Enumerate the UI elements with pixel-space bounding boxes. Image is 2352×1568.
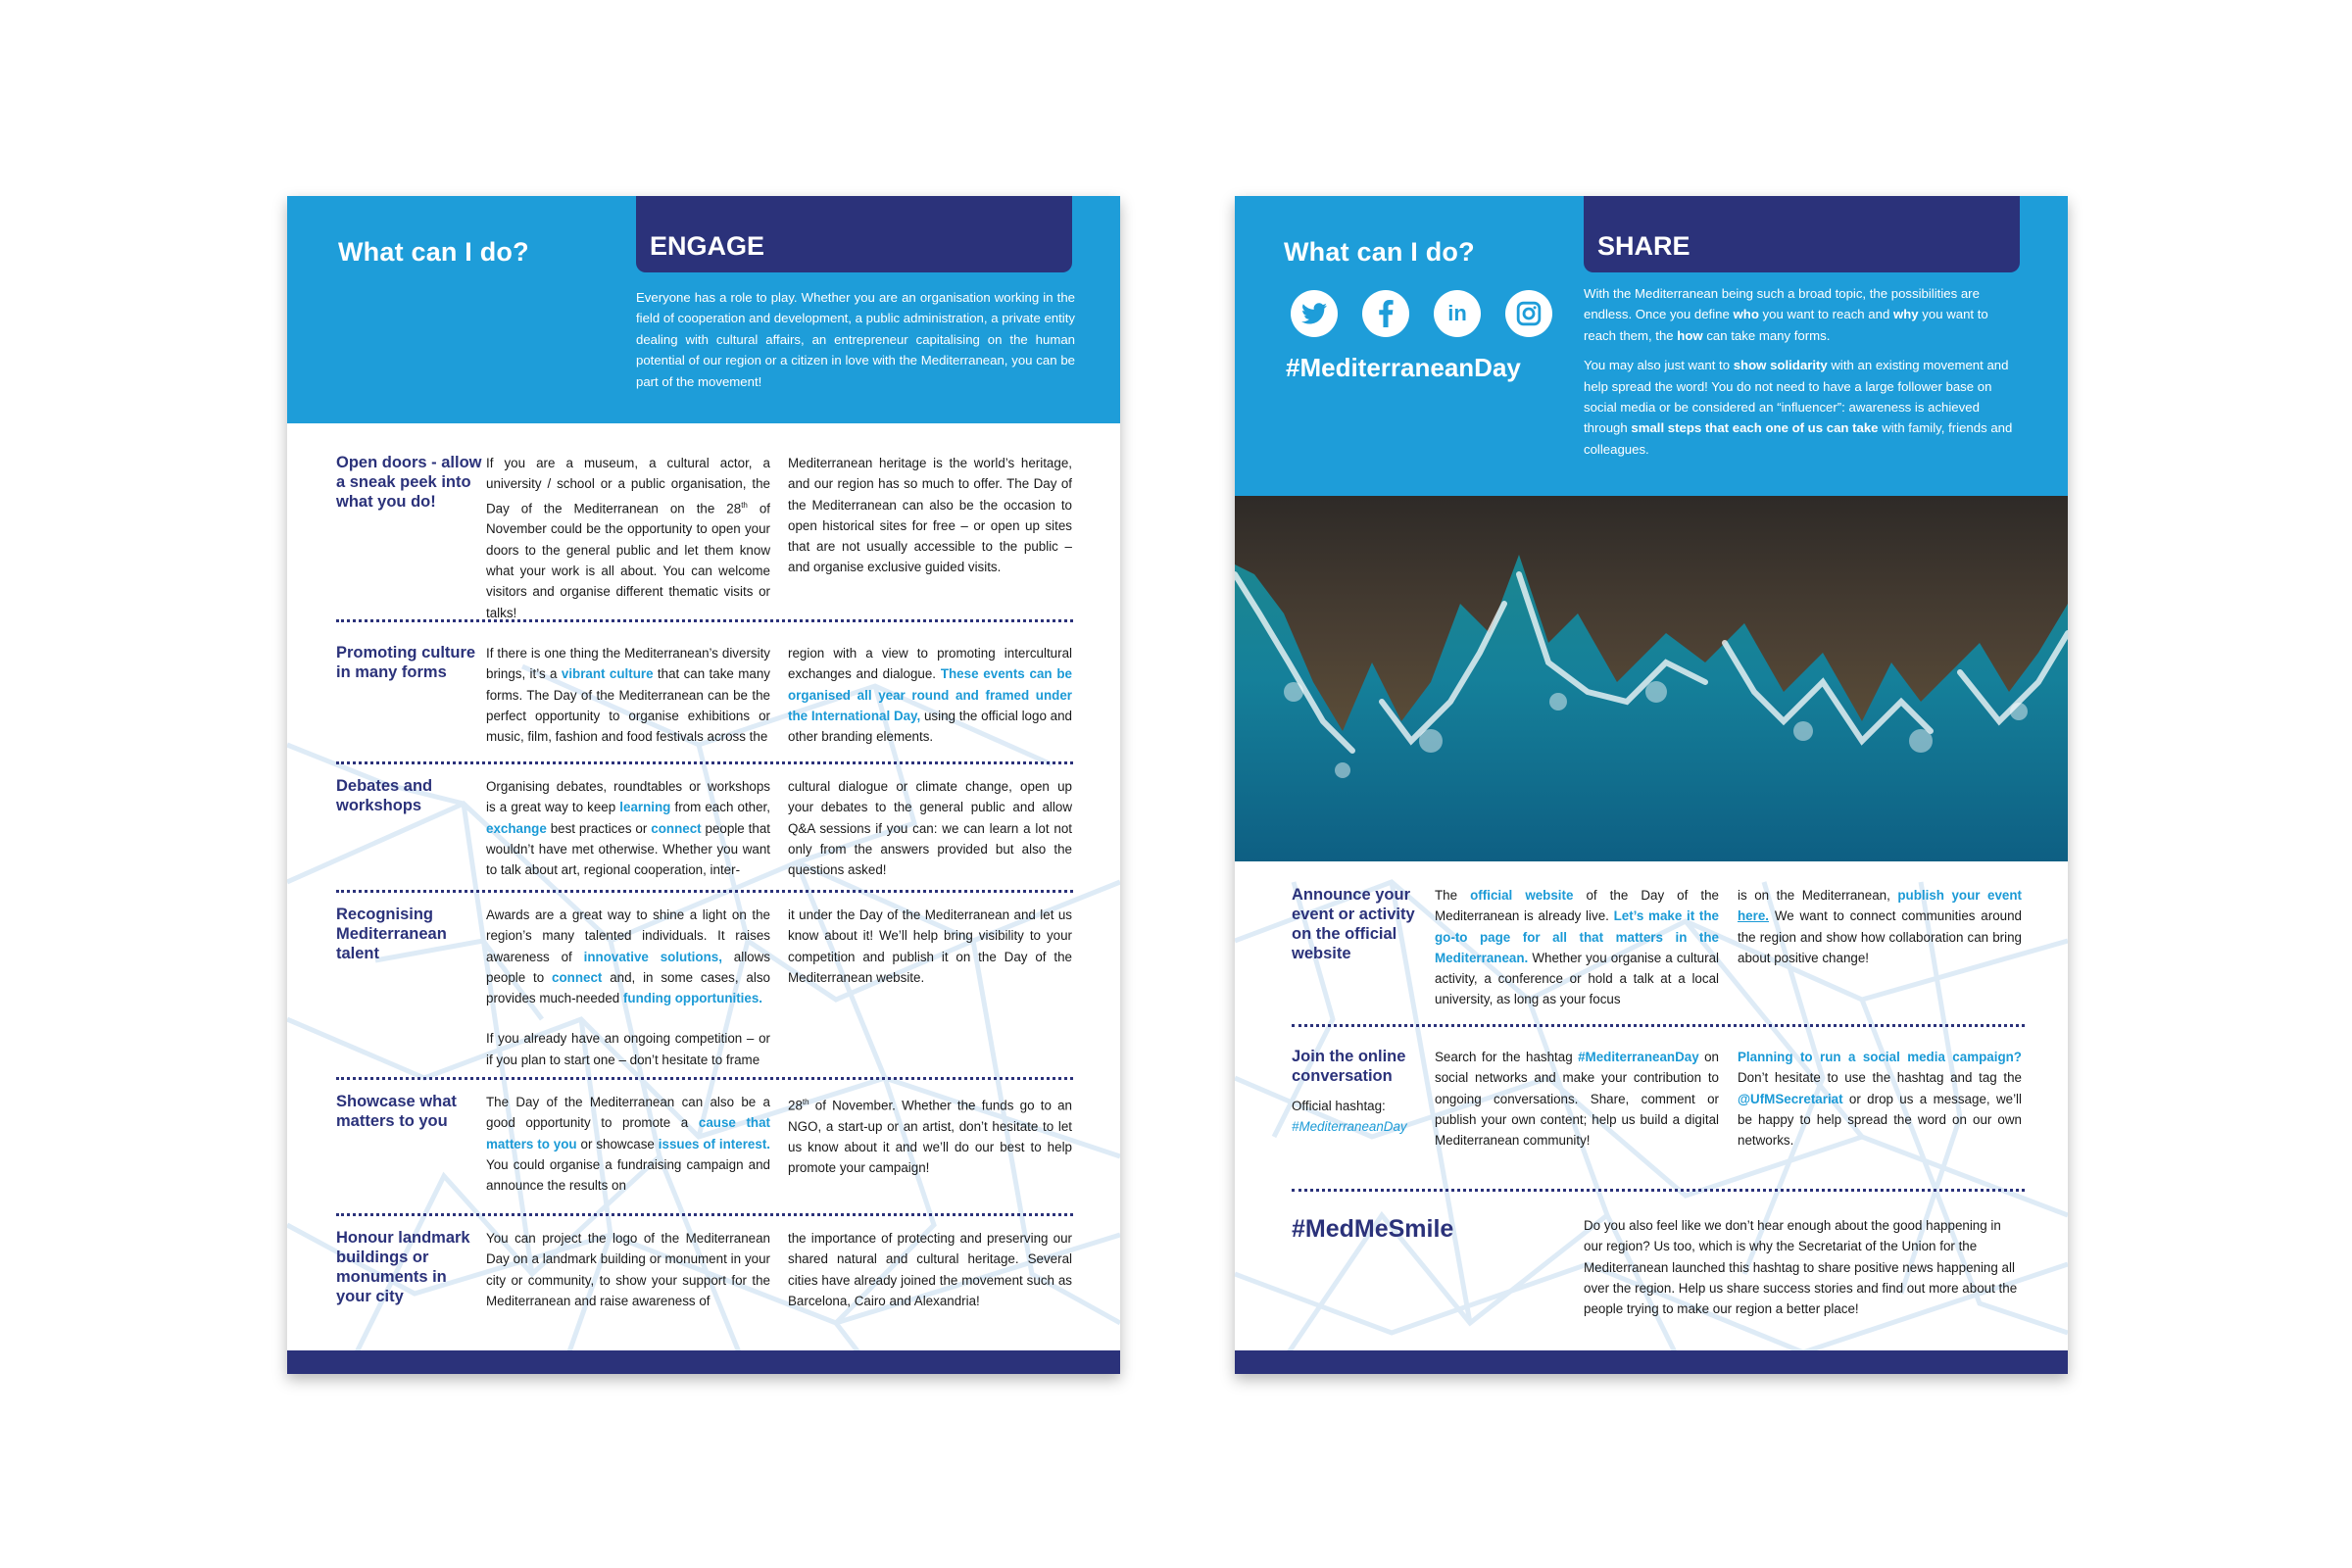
- text-run: With the Mediterranean being such a broad topic, the possibilities are endless. Once you define: [1584, 286, 1980, 322]
- medmesmile-text: Do you also feel like we don’t hear enough about the good happening in our region? Us too, which is why the Secretariat of the Union for the Mediterranean launched this hashtag to share positive news happening all over the region. Help us share success stories and find out more about the people trying to make our region a better place!: [1584, 1218, 2018, 1317]
- text-run: Awards are a great way to shine a light on the region’s many talented individuals. It raises awareness of: [486, 907, 770, 964]
- highlighted-link-text[interactable]: exchange: [486, 820, 547, 836]
- dotted-divider: [1292, 1024, 2025, 1027]
- medmesmile-heading: #MedMeSmile: [1292, 1215, 1454, 1243]
- highlighted-link-text[interactable]: learning: [619, 800, 671, 815]
- text-run: you want to reach them, the: [1584, 307, 1988, 343]
- paragraph: [486, 643, 770, 747]
- text-run: or drop us a message, we’ll be happy to help spread the word on our own networks.: [1738, 1091, 2022, 1149]
- section-col-1: [1435, 885, 1719, 1030]
- section-col-1: [486, 643, 770, 766]
- highlighted-link-text[interactable]: connect: [552, 969, 603, 985]
- highlighted-link-text[interactable]: issues of interest.: [658, 1136, 770, 1152]
- highlighted-link-text[interactable]: vibrant culture: [561, 666, 654, 682]
- text-run: people that wouldn’t have met otherwise. Whether you want to talk about art, regional cooperation, inter-: [486, 820, 770, 878]
- section-col-1: [486, 776, 770, 900]
- text-run: Organising debates, roundtables or workshops is a great way to keep: [486, 779, 770, 815]
- paragraph: [788, 776, 1072, 880]
- section-tab-box: [1584, 196, 2020, 272]
- superscript-text: th: [741, 500, 748, 510]
- section-col-2: [1738, 1047, 2022, 1170]
- instagram-icon[interactable]: [1505, 290, 1552, 337]
- text-run: allows people to: [486, 949, 770, 985]
- page-title: What can I do?: [338, 237, 529, 267]
- paragraph: [1435, 885, 1719, 1010]
- highlighted-link-text[interactable]: These events can be organised all year round and framed under the International Day,: [788, 666, 1072, 723]
- highlighted-link-text[interactable]: official website: [1470, 888, 1574, 903]
- section-col-2: [788, 453, 1072, 598]
- section-col-2: [788, 1092, 1072, 1199]
- text-run: of November. Whether the funds go to an NGO, a start-up or an artist, don’t hesitate to let us know about it and we’ll do our best to help promote your campaign!: [788, 1098, 1072, 1176]
- paragraph: [788, 1228, 1072, 1311]
- paragraph: [486, 905, 770, 1008]
- section-tab-label: ENGAGE: [650, 231, 765, 261]
- highlighted-link-text[interactable]: innovative solutions,: [583, 949, 722, 964]
- text-run: of the Day of the Mediterranean is already live.: [1435, 888, 1720, 924]
- paragraph: [486, 1028, 770, 1070]
- text-run: with an existing movement and help spread the word! You do not need to have a large follower base on social media or be considered an “influencer”: awareness is achieved through: [1584, 358, 2009, 436]
- paragraph: [788, 643, 1072, 747]
- bold-text: how: [1677, 327, 1703, 343]
- dotted-divider: [336, 1213, 1073, 1216]
- section-col-2: [788, 776, 1072, 900]
- twitter-icon[interactable]: [1291, 290, 1338, 337]
- linkedin-icon[interactable]: in: [1434, 290, 1481, 337]
- text-run: is on the Mediterranean,: [1738, 888, 1898, 903]
- engage-page: [287, 196, 1120, 1374]
- text-run: or showcase: [576, 1136, 659, 1152]
- text-run: best practices or: [546, 820, 652, 836]
- text-run: Mediterranean heritage is the world’s heritage, and our region has so much to offer. The Day of the Mediterranean can also be the occasion to open historical sites for free – or open up sites that are not usually accessible to the public – and organise exclusive guided visits.: [788, 456, 1072, 575]
- section-tab-box: [636, 196, 1072, 272]
- highlighted-link-text[interactable]: connect: [651, 820, 702, 836]
- dotted-divider: [336, 1077, 1073, 1080]
- section-heading: Showcase what matters to you: [336, 1093, 457, 1130]
- bold-text: show solidarity: [1733, 358, 1828, 373]
- text-run: using the official logo and other branding elements.: [788, 708, 1072, 745]
- text-run: and, in some cases, also provides much-needed: [486, 969, 770, 1006]
- footer-bar: [1235, 1350, 2068, 1374]
- section-col-1: [486, 1092, 770, 1215]
- section-col-1: [486, 905, 770, 1090]
- section-heading-text: Join the online conversation: [1292, 1048, 1406, 1085]
- text-run: with family, friends and colleagues.: [1584, 420, 2013, 457]
- text-run: Don’t hesitate to use the hashtag and tag the: [1738, 1070, 2022, 1086]
- text-run: You can project the logo of the Mediterranean Day on a landmark building or monument in your city or community, to show your support for the Mediterranean and raise awareness of: [486, 1231, 770, 1308]
- highlighted-link-text[interactable]: cause that matters to you: [486, 1115, 771, 1152]
- text-run: You could organise a fundraising campaign and announce the results on: [486, 1156, 770, 1194]
- highlighted-link-text[interactable]: Planning to run a social media campaign?: [1738, 1050, 2022, 1064]
- section-col-1: [1435, 1047, 1719, 1170]
- text-run: that can take many forms. The Day of the Mediterranean can be the perfect opportunity to organise exhibitions or music, film, fashion and food festivals across the: [486, 666, 770, 745]
- text-run: You may also just want to: [1584, 358, 1734, 373]
- section-heading: Announce your event or activity on the official website: [1292, 886, 1415, 962]
- text-run: cultural dialogue or climate change, open up your debates to the general public and allow Q&A sessions if you can: we can learn a lot not only from the answers provided but also the questions asked!: [788, 779, 1072, 878]
- text-run: We want to connect communities around the region and show how collaboration can bring about positive change!: [1738, 908, 2022, 965]
- dotted-divider: [336, 619, 1073, 622]
- hashtag-title: #MediterraneanDay: [1286, 353, 1521, 382]
- page-header: [287, 196, 1120, 423]
- section-col-2: [788, 905, 1072, 1007]
- section-heading: Open doors - allow a sneak peek into what you do!: [336, 454, 482, 511]
- highlighted-link-text[interactable]: here.: [1738, 908, 1770, 924]
- text-run: on social networks and make your contribution to ongoing conversations. Share, comment or publish your own content; help us build a digital Mediterranean community!: [1435, 1050, 1719, 1149]
- text-run: Search for the hashtag: [1435, 1050, 1579, 1064]
- dotted-divider: [1292, 1189, 2025, 1192]
- paragraph: [1584, 283, 2023, 346]
- highlighted-link-text[interactable]: Let’s make it the go-to page for all that matters in the Mediterranean.: [1435, 908, 1719, 965]
- text-run: The: [1435, 888, 1471, 903]
- paragraph: [486, 453, 770, 623]
- share-page: [1235, 196, 2068, 1374]
- page-header: [1235, 196, 2068, 496]
- text-run: from each other,: [670, 800, 771, 815]
- official-hashtag-note: [1292, 1096, 1439, 1137]
- text-run: it under the Day of the Mediterranean and let us know about it! We’ll help bring visibility to your competition and publish it on the Day of the Mediterranean website.: [788, 907, 1072, 985]
- section-heading: Honour landmark buildings or monuments in your city: [336, 1229, 470, 1305]
- paragraph: [1738, 885, 2022, 968]
- text-run: of November could be the opportunity to open your doors to the general public and let them know what your work is all about. You can welcome visitors and organise different thematic visits or talks!: [486, 501, 770, 620]
- superscript-text: th: [802, 1098, 809, 1106]
- paragraph: [486, 1092, 770, 1196]
- section-heading: [1292, 1047, 1439, 1137]
- text-run: If you are a museum, a cultural actor, a university / school or a public organisation, the Day of the Mediterranean on the 28: [486, 456, 770, 516]
- paragraph: [788, 905, 1072, 988]
- section-col-2: [1738, 885, 2022, 988]
- text-run: If there is one thing the Mediterranean’s diversity brings, it’s a: [486, 646, 770, 682]
- intro-paragraph: Everyone has a role to play. Whether you are an organisation working in the field of cooperation and development, a public administration, a private entity dealing with cultural affairs, an entrepreneur capitalising on the human potential of our region or a citizen in love with the Mediterranean, you can be part of the movement!: [636, 290, 1075, 389]
- section-col-2: [788, 643, 1072, 766]
- section-tab-label: SHARE: [1597, 231, 1690, 261]
- section-col-1: [486, 1228, 770, 1331]
- paragraph: [486, 776, 770, 880]
- dotted-divider: [336, 890, 1073, 893]
- paragraph: [1738, 1047, 2022, 1151]
- official-hashtag-label: Official hashtag:: [1292, 1099, 1386, 1113]
- text-run: region with a view to promoting intercultural exchanges and dialogue.: [788, 646, 1072, 682]
- paragraph: [486, 1228, 770, 1311]
- paragraph: [1584, 355, 2023, 460]
- bold-text: why: [1892, 307, 1919, 322]
- bold-text: small steps that each one of us can take: [1631, 420, 1879, 436]
- highlighted-link-text[interactable]: #MediterraneanDay: [1578, 1050, 1699, 1064]
- paragraph: [788, 1092, 1072, 1179]
- paragraph: [788, 453, 1072, 578]
- text-run: The Day of the Mediterranean can also be a good opportunity to promote a: [486, 1095, 770, 1131]
- section-heading: Debates and workshops: [336, 777, 433, 814]
- dotted-divider: [336, 761, 1073, 764]
- official-hashtag-link[interactable]: #MediterraneanDay: [1292, 1119, 1407, 1134]
- text-run: the importance of protecting and preserving our shared natural and cultural heritage. Several cities have already joined the movement such as Barcelona, Cairo and Alexandria!: [788, 1231, 1072, 1308]
- intro-paragraph: [1584, 283, 2023, 468]
- highlighted-link-text[interactable]: publish your event: [1897, 888, 2022, 903]
- text-run: If you already have an ongoing competition – or if you plan to start one – don’t hesitate to frame: [486, 1031, 770, 1067]
- text-run: you want to reach and: [1758, 307, 1893, 322]
- text-run: Whether you organise a cultural activity, a conference or hold a talk at a local university, as long as your focus: [1435, 950, 1719, 1007]
- section-heading: Recognising Mediterranean talent: [336, 906, 447, 962]
- highlighted-link-text[interactable]: funding opportunities.: [622, 991, 763, 1006]
- footer-bar: [287, 1350, 1120, 1374]
- section-heading: Promoting culture in many forms: [336, 644, 476, 681]
- text-run: can take many forms.: [1702, 327, 1831, 343]
- section-col-1: [486, 453, 770, 643]
- section-col-2: [788, 1228, 1072, 1331]
- coastline-aerial-photo: [1235, 496, 2068, 861]
- highlighted-link-text[interactable]: @UfMSecretariat: [1738, 1091, 1843, 1106]
- paragraph: [1435, 1047, 1719, 1151]
- facebook-icon[interactable]: [1362, 290, 1409, 337]
- text-run: 28: [788, 1098, 803, 1113]
- page-title: What can I do?: [1284, 237, 1475, 267]
- bold-text: who: [1733, 307, 1759, 322]
